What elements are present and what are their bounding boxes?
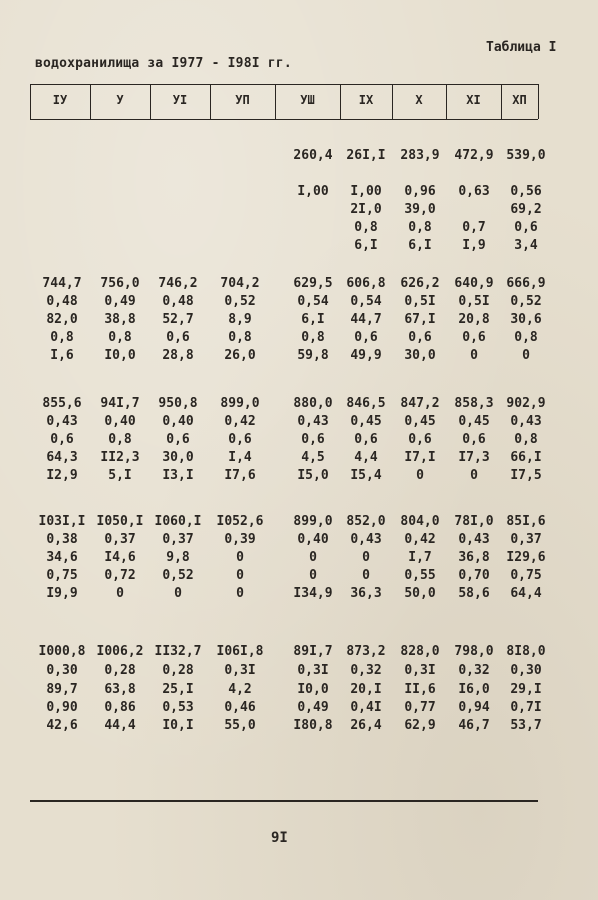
table-cell: 704,2	[220, 276, 260, 291]
table-cell: 0,5I	[404, 294, 436, 309]
table-cell: 0,8	[514, 330, 538, 345]
column-separator	[340, 84, 341, 119]
table-cell: 59,8	[297, 348, 329, 363]
table-cell: 0,53	[162, 700, 194, 715]
table-cell: 5,I	[108, 468, 132, 483]
table-cell: I7,3	[458, 450, 490, 465]
table-cell: I0,I	[162, 718, 194, 733]
table-cell: 52,7	[162, 312, 194, 327]
table-cell: 0,30	[46, 663, 78, 678]
table-cell: 0	[309, 550, 317, 565]
table-cell: 0	[470, 348, 478, 363]
table-cell: 804,0	[400, 514, 440, 529]
table-cell: 0,6	[514, 220, 538, 235]
column-separator	[446, 84, 447, 119]
table-cell: 0,5I	[458, 294, 490, 309]
table-cell: I03I,I	[38, 514, 86, 529]
table-cell: 78I,0	[454, 514, 494, 529]
table-cell: I4,6	[104, 550, 136, 565]
table-cell: I050,I	[96, 514, 144, 529]
table-cell: 0,39	[224, 532, 256, 547]
table-cell: 626,2	[400, 276, 440, 291]
table-cell: 0,43	[46, 414, 78, 429]
table-cell: I060,I	[154, 514, 202, 529]
table-cell: 38,8	[104, 312, 136, 327]
table-cell: I5,4	[350, 468, 382, 483]
table-cell: 0,6	[166, 330, 190, 345]
table-cell: 53,7	[510, 718, 542, 733]
table-cell: 855,6	[42, 396, 82, 411]
table-cell: I9,9	[46, 586, 78, 601]
table-cell: II2,3	[100, 450, 140, 465]
table-cell: 29,I	[510, 682, 542, 697]
column-header: XП	[512, 93, 527, 107]
table-cell: 0	[236, 568, 244, 583]
table-cell: 746,2	[158, 276, 198, 291]
table-cell: 0,43	[297, 414, 329, 429]
table-cell: 4,4	[354, 450, 378, 465]
table-cell: 756,0	[100, 276, 140, 291]
table-cell: 0,32	[350, 663, 382, 678]
table-cell: I006,2	[96, 644, 144, 659]
table-cell: 0	[416, 468, 424, 483]
table-cell: 0,6	[462, 432, 486, 447]
table-cell: 0	[362, 568, 370, 583]
table-cell: 0,37	[104, 532, 136, 547]
table-cell: 283,9	[400, 148, 440, 163]
table-cell: I7,5	[510, 468, 542, 483]
table-cell: 26,0	[224, 348, 256, 363]
column-header: IУ	[52, 93, 68, 107]
table-cell: I7,I	[404, 450, 436, 465]
table-cell: 8I8,0	[506, 644, 546, 659]
table-cell: 0,6	[301, 432, 325, 447]
table-cell: 0,32	[458, 663, 490, 678]
table-cell: 0,7	[462, 220, 486, 235]
table-cell: 89I,7	[293, 644, 333, 659]
table-cell: I6,0	[458, 682, 490, 697]
table-cell: 2I,0	[350, 202, 382, 217]
table-cell: 64,4	[510, 586, 542, 601]
table-cell: 0,6	[166, 432, 190, 447]
column-header: X	[415, 93, 423, 107]
table-cell: 58,6	[458, 586, 490, 601]
table-cell: 0,52	[510, 294, 542, 309]
table-cell: I000,8	[38, 644, 86, 659]
table-cell: 0,3I	[297, 663, 329, 678]
table-cell: 0,90	[46, 700, 78, 715]
table-cell: II,6	[404, 682, 436, 697]
table-cell: 28,8	[162, 348, 194, 363]
table-cell: 0,28	[162, 663, 194, 678]
table-cell: 30,0	[404, 348, 436, 363]
page-number: 9I	[271, 830, 288, 846]
table-cell: I2,9	[46, 468, 78, 483]
table-cell: 852,0	[346, 514, 386, 529]
column-header: У	[116, 93, 124, 107]
table-cell: 30,0	[162, 450, 194, 465]
table-cell: 899,0	[220, 396, 260, 411]
column-header: УШ	[300, 93, 315, 107]
table-cell: 0,40	[297, 532, 329, 547]
table-cell: 0,6	[50, 432, 74, 447]
table-cell: I,4	[228, 450, 252, 465]
column-separator	[275, 84, 276, 119]
table-cell: 0,77	[404, 700, 436, 715]
table-cell: 0,8	[228, 330, 252, 345]
table-cell: I7,6	[224, 468, 256, 483]
table-cell: 0,52	[224, 294, 256, 309]
table-cell: 0,42	[224, 414, 256, 429]
table-cell: 0,48	[162, 294, 194, 309]
table-cell: I5,0	[297, 468, 329, 483]
table-cell: 0,7I	[510, 700, 542, 715]
table-cell: 0	[236, 586, 244, 601]
table-cell: 63,8	[104, 682, 136, 697]
table-cell: 25,I	[162, 682, 194, 697]
table-cell: 828,0	[400, 644, 440, 659]
table-cell: 0,30	[510, 663, 542, 678]
table-cell: 44,4	[104, 718, 136, 733]
table-cell: I3,I	[162, 468, 194, 483]
table-cell: 34,6	[46, 550, 78, 565]
table-cell: 0	[470, 468, 478, 483]
table-cell: 0,94	[458, 700, 490, 715]
table-cell: 899,0	[293, 514, 333, 529]
table-top-rule	[30, 84, 538, 85]
table-cell: 0,54	[350, 294, 382, 309]
table-cell: 0,45	[350, 414, 382, 429]
table-cell: 873,2	[346, 644, 386, 659]
table-cell: 0,6	[408, 432, 432, 447]
table-cell: 0,6	[408, 330, 432, 345]
column-header: УП	[235, 93, 250, 107]
table-cell: 0,45	[458, 414, 490, 429]
table-cell: 0	[309, 568, 317, 583]
column-separator	[90, 84, 91, 119]
table-cell: 30,6	[510, 312, 542, 327]
column-separator	[501, 84, 502, 119]
table-cell: 36,8	[458, 550, 490, 565]
column-header: XI	[466, 93, 481, 107]
table-cell: 0,70	[458, 568, 490, 583]
table-cell: 0,3I	[224, 663, 256, 678]
table-cell: 6,I	[301, 312, 325, 327]
table-cell: 0	[174, 586, 182, 601]
table-cell: 472,9	[454, 148, 494, 163]
table-cell: 0	[362, 550, 370, 565]
table-cell: 0,49	[104, 294, 136, 309]
table-cell: 4,2	[228, 682, 252, 697]
column-separator	[150, 84, 151, 119]
column-separator	[538, 84, 539, 119]
table-cell: 0,40	[104, 414, 136, 429]
table-cell: 0	[236, 550, 244, 565]
table-cell: 94I,7	[100, 396, 140, 411]
table-cell: 26I,I	[346, 148, 386, 163]
table-cell: 950,8	[158, 396, 198, 411]
table-cell: 46,7	[458, 718, 490, 733]
table-cell: 0,6	[228, 432, 252, 447]
table-cell: 0,43	[458, 532, 490, 547]
table-cell: 0,38	[46, 532, 78, 547]
column-separator	[30, 84, 31, 119]
table-cell: 69,2	[510, 202, 542, 217]
table-cell: 82,0	[46, 312, 78, 327]
table-cell: 0,37	[510, 532, 542, 547]
table-cell: 0,6	[354, 330, 378, 345]
table-cell: 0,49	[297, 700, 329, 715]
table-cell: 3,4	[514, 238, 538, 253]
table-cell: I0,0	[297, 682, 329, 697]
table-cell: 0	[522, 348, 530, 363]
table-cell: 0,63	[458, 184, 490, 199]
table-cell: 0,37	[162, 532, 194, 547]
table-cell: 20,8	[458, 312, 490, 327]
table-cell: I29,6	[506, 550, 546, 565]
table-cell: 49,9	[350, 348, 382, 363]
table-cell: 0,8	[50, 330, 74, 345]
table-cell: 9,8	[166, 550, 190, 565]
table-cell: 0,55	[404, 568, 436, 583]
table-cell: 0,8	[301, 330, 325, 345]
table-cell: I06I,8	[216, 644, 264, 659]
column-header: УI	[172, 93, 188, 107]
table-cell: 0,8	[108, 330, 132, 345]
table-cell: 0,46	[224, 700, 256, 715]
table-cell: 0,4I	[350, 700, 382, 715]
column-header: IX	[358, 93, 374, 107]
table-cell: 89,7	[46, 682, 78, 697]
table-cell: 0,6	[354, 432, 378, 447]
table-cell: 0,43	[510, 414, 542, 429]
table-cell: 6,I	[354, 238, 378, 253]
table-cell: I052,6	[216, 514, 264, 529]
table-cell: I,9	[462, 238, 486, 253]
table-cell: 0,43	[350, 532, 382, 547]
table-cell: 0,45	[404, 414, 436, 429]
table-cell: 55,0	[224, 718, 256, 733]
table-cell: 629,5	[293, 276, 333, 291]
table-cell: 0,40	[162, 414, 194, 429]
table-cell: 44,7	[350, 312, 382, 327]
table-cell: 0,8	[408, 220, 432, 235]
table-cell: 0	[116, 586, 124, 601]
table-cell: 0,54	[297, 294, 329, 309]
table-cell: 666,9	[506, 276, 546, 291]
table-cell: II32,7	[154, 644, 202, 659]
table-cell: 66,I	[510, 450, 542, 465]
table-cell: 0,75	[510, 568, 542, 583]
table-cell: 606,8	[346, 276, 386, 291]
table-cell: I,7	[408, 550, 432, 565]
table-cell: 0,3I	[404, 663, 436, 678]
table-caption: водохранилища за I977 - I98I гг.	[35, 56, 292, 71]
table-cell: I,00	[297, 184, 329, 199]
table-cell: 0,86	[104, 700, 136, 715]
column-separator	[210, 84, 211, 119]
table-cell: 539,0	[506, 148, 546, 163]
table-cell: 640,9	[454, 276, 494, 291]
table-cell: 50,0	[404, 586, 436, 601]
table-bottom-rule	[30, 800, 538, 802]
table-cell: 846,5	[346, 396, 386, 411]
table-cell: 0,8	[354, 220, 378, 235]
table-cell: 880,0	[293, 396, 333, 411]
table-cell: 64,3	[46, 450, 78, 465]
table-cell: 0,75	[46, 568, 78, 583]
table-cell: 85I,6	[506, 514, 546, 529]
table-cell: 67,I	[404, 312, 436, 327]
table-label: Таблица I	[486, 40, 557, 55]
table-cell: 0,8	[108, 432, 132, 447]
table-cell: 6,I	[408, 238, 432, 253]
table-cell: 20,I	[350, 682, 382, 697]
table-cell: 0,72	[104, 568, 136, 583]
table-cell: 0,52	[162, 568, 194, 583]
table-cell: 858,3	[454, 396, 494, 411]
table-cell: I,00	[350, 184, 382, 199]
table-cell: 847,2	[400, 396, 440, 411]
table-cell: 39,0	[404, 202, 436, 217]
table-cell: 0,48	[46, 294, 78, 309]
table-cell: 0,42	[404, 532, 436, 547]
table-cell: I34,9	[293, 586, 333, 601]
table-cell: 42,6	[46, 718, 78, 733]
table-header-rule	[30, 119, 538, 120]
table-cell: 260,4	[293, 148, 333, 163]
table-cell: I,6	[50, 348, 74, 363]
table-cell: 0,6	[462, 330, 486, 345]
table-cell: 0,8	[514, 432, 538, 447]
table-cell: 0,96	[404, 184, 436, 199]
table-cell: 36,3	[350, 586, 382, 601]
table-cell: I80,8	[293, 718, 333, 733]
table-cell: 8,9	[228, 312, 252, 327]
table-cell: 0,28	[104, 663, 136, 678]
table-cell: I0,0	[104, 348, 136, 363]
table-cell: 798,0	[454, 644, 494, 659]
table-cell: 26,4	[350, 718, 382, 733]
table-cell: 4,5	[301, 450, 325, 465]
table-cell: 902,9	[506, 396, 546, 411]
column-separator	[392, 84, 393, 119]
table-cell: 744,7	[42, 276, 82, 291]
table-cell: 62,9	[404, 718, 436, 733]
table-cell: 0,56	[510, 184, 542, 199]
